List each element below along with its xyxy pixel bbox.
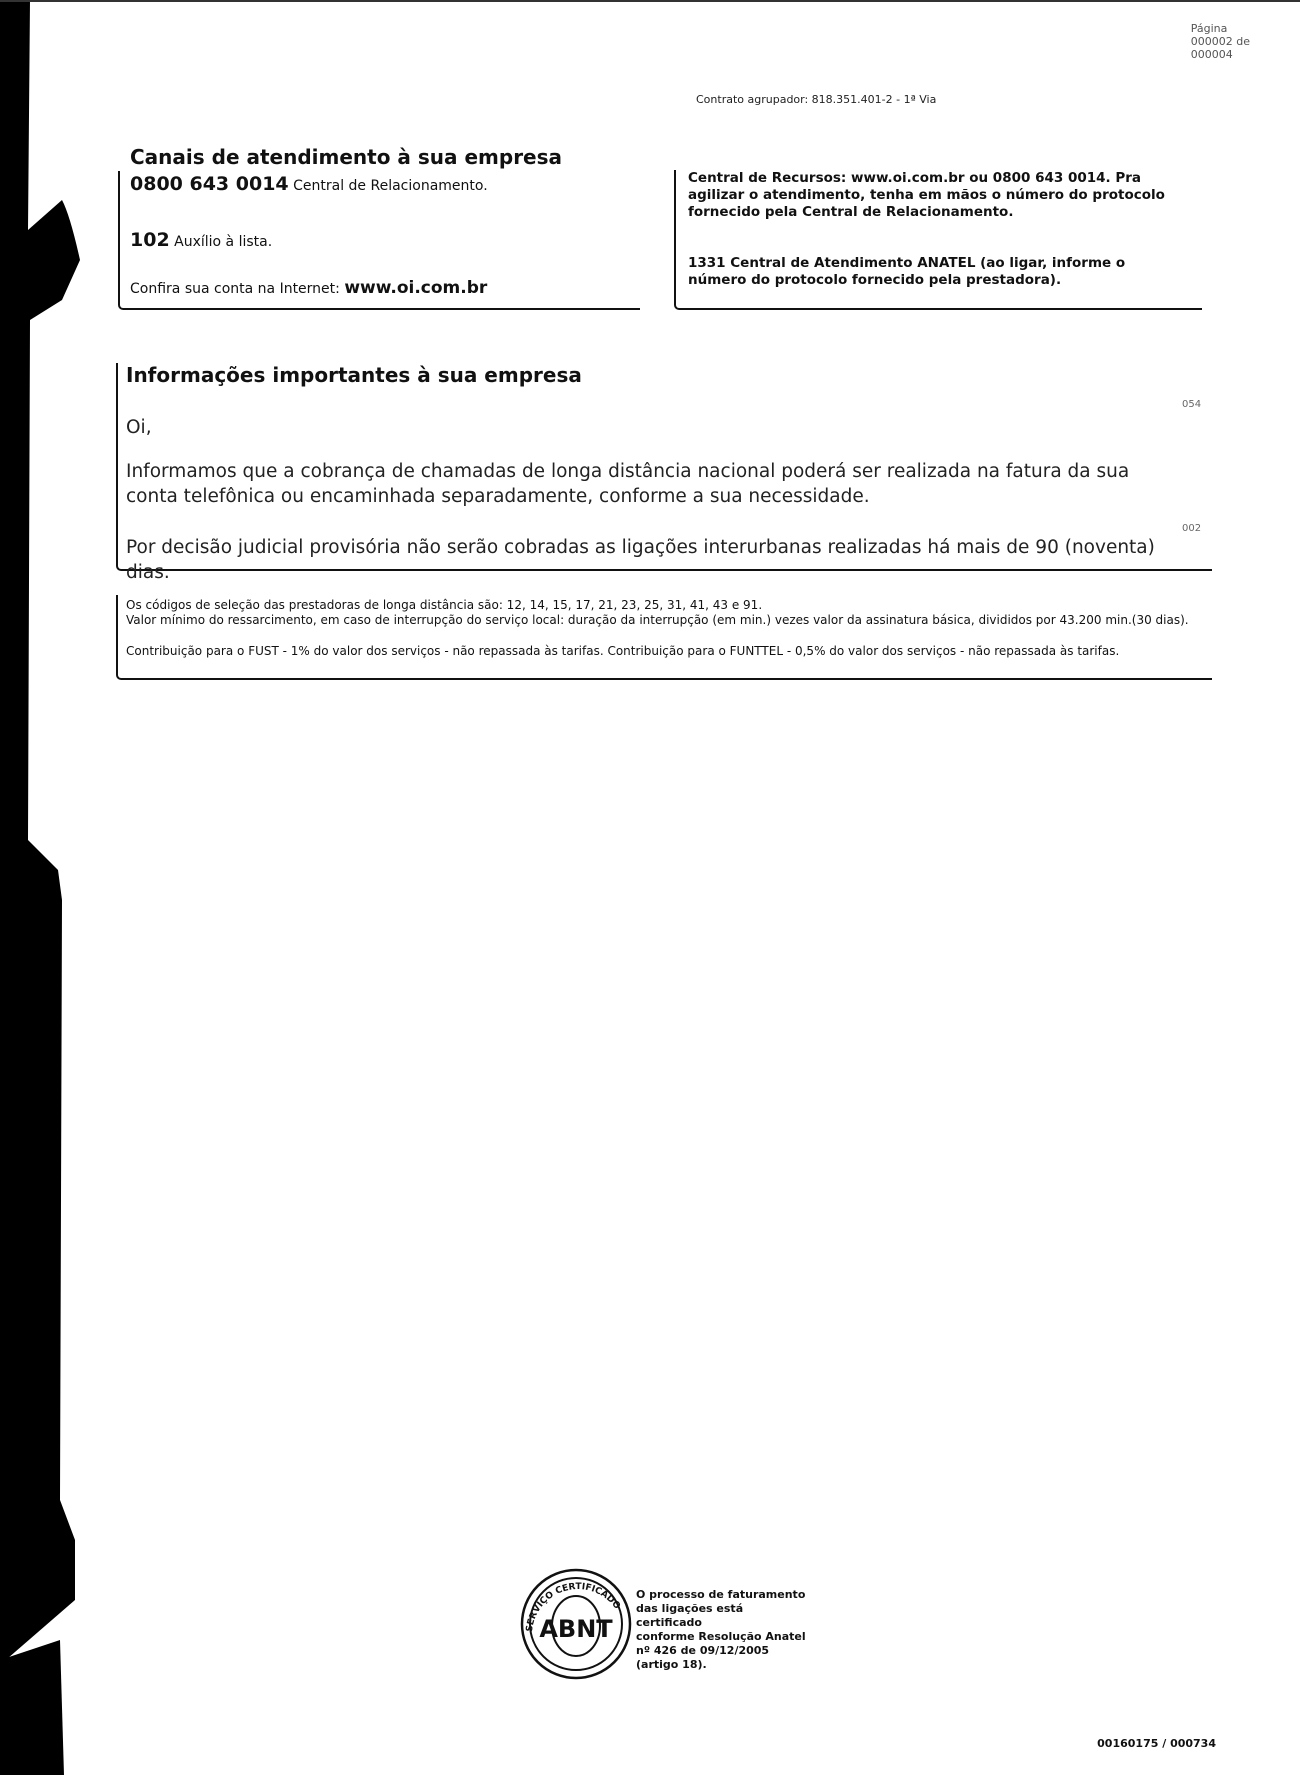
relationship-phone-desc: Central de Relacionamento.	[293, 178, 488, 194]
fust-funttel-note: Contribuição para o FUST - 1% do valor dos serviços - não repassada às tarifas. Contribuição para o FUNTTEL - 0,5% do valor dos serviços - não repassada às tarifas.	[126, 644, 1120, 658]
info-code-bottom: 002	[1182, 523, 1202, 534]
internet-bill-url: www.oi.com.br	[344, 278, 488, 298]
appeals-center-block	[674, 170, 1202, 310]
seal-abnt-letters: ABNT	[539, 1615, 613, 1643]
appeals-center-text: Central de Recursos: www.oi.com.br ou 0800 643 0014. Pra agilizar o atendimento, tenha em mãos o número do protocolo fornecido pela Central de Relacionamento.	[688, 170, 1165, 220]
anatel-center-text: 1331 Central de Atendimento ANATEL (ao ligar, informe o número do protocolo fornecido pela prestadora).	[688, 255, 1126, 288]
page-label: Página	[1190, 22, 1228, 35]
document-footer-code: 00160175 / 000734	[1097, 1737, 1216, 1750]
billing-certification-text	[636, 1588, 806, 1672]
service-channels-block	[118, 145, 638, 308]
relationship-phone-number: 0800 643 0014	[130, 173, 289, 195]
important-info-block	[116, 363, 1212, 583]
cert-line-2: das ligações está certificado	[636, 1602, 744, 1629]
directory-assistance-line	[130, 229, 272, 251]
abnt-certification-seal	[516, 1562, 638, 1682]
page-current: 000002 de	[1190, 35, 1250, 48]
carrier-codes-note: Os códigos de seleção das prestadoras de longa distância são: 12, 14, 15, 17, 21, 23, 25, 31, 41, 43 e 91.	[126, 598, 763, 612]
cert-line-3: conforme Resolução Anatel	[636, 1630, 806, 1643]
cert-line-1: O processo de faturamento	[636, 1588, 806, 1601]
important-info-title: Informações importantes à sua empresa	[126, 363, 582, 387]
info-paragraph-court-decision: Por decisão judicial provisória não serão cobradas as ligações interurbanas realizadas há mais de 90 (noventa) dias.	[126, 537, 1155, 583]
page-number	[1191, 22, 1250, 61]
cert-line-4: nº 426 de 09/12/2005	[636, 1644, 770, 1657]
service-channels-title: Canais de atendimento à sua empresa	[130, 145, 563, 169]
page-total: 000004	[1190, 48, 1233, 61]
info-greeting: Oi,	[126, 417, 152, 438]
relationship-phone-line	[130, 173, 488, 195]
directory-assistance-desc: Auxílio à lista.	[174, 234, 273, 250]
internet-bill-prefix: Confira sua conta na Internet:	[130, 281, 340, 297]
info-paragraph-long-distance: Informamos que a cobrança de chamadas de longa distância nacional poderá ser realizada na fatura da sua conta telefônica ou encaminhada separadamente, conforme a sua necessidade.	[126, 461, 1130, 507]
legal-notes-block	[116, 595, 1212, 680]
contract-line: Contrato agrupador: 818.351.401-2 - 1ª Via	[696, 93, 937, 106]
directory-assistance-number: 102	[130, 229, 170, 251]
info-code-top: 054	[1182, 399, 1202, 410]
reimbursement-note: Valor mínimo do ressarcimento, em caso de interrupção do serviço local: duração da interrupção (em min.) vezes valor da assinatura básica, divididos por 43.200 min.(30 dias).	[126, 613, 1189, 627]
internet-bill-line	[130, 278, 487, 298]
cert-line-5: (artigo 18).	[636, 1658, 707, 1671]
seal-arc-text: SERVIÇO CERTIFICADO	[524, 1582, 622, 1633]
